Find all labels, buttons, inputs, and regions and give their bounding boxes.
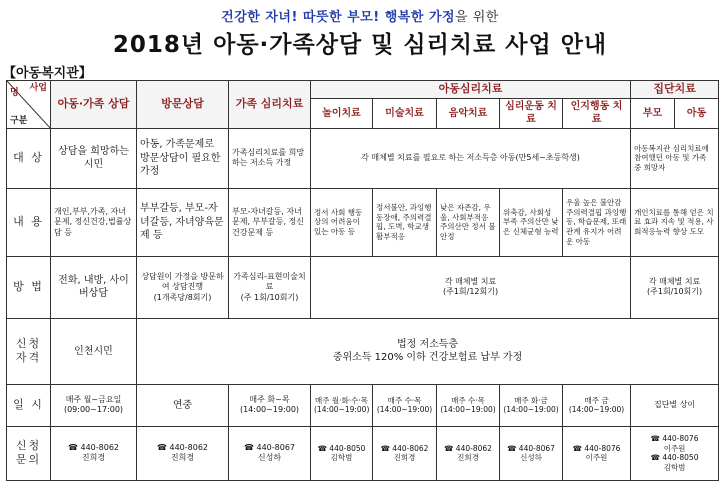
corner-label-name: 명 — [10, 88, 19, 98]
schedule-music-days: 매주 수·목 — [451, 395, 485, 405]
contact-child-family-phone: ☎ 440-8062 — [67, 442, 120, 452]
method-group-detail: (주1회/10회기) — [647, 287, 703, 297]
row-label-eligibility: 신청 자격 — [7, 318, 51, 384]
cell-content-child-family: 개인,부부,가족, 자녀문제, 정신건강,법률상담 등 — [51, 188, 137, 256]
contact-motor-name: 신성하 — [520, 453, 542, 463]
organization-label: 【아동복지관】 — [3, 66, 92, 81]
row-contact — [7, 426, 719, 480]
schedule-art-days: 매주 수·목 — [387, 395, 422, 405]
cell-content-art: 정서불안, 과잉행동장애, 주의력결핍, 도벽, 학교생활부적응 — [373, 188, 437, 256]
schedule-child-family-days: 매주 월~금요일 — [65, 394, 122, 404]
col-header-motor: 심리운동 치료 — [500, 98, 563, 128]
eligibility-line-2: 중위소득 120% 이하 건강보험료 납부 가정 — [332, 352, 523, 364]
cell-schedule-group: 집단별 상이 — [631, 384, 719, 426]
cell-content-motor: 위축감, 사회성 부족 주의산만 낮은 신체균형 능력 — [500, 188, 563, 256]
cell-content-play: 정서 사회 행동상의 어려움이 있는 아동 등 — [311, 188, 373, 256]
subtitle-slogan: 건강한 자녀! 따뜻한 부모! 행복한 가정 — [221, 10, 456, 25]
subtitle-suffix: 을 위한 — [455, 10, 499, 25]
cell-schedule-motor — [500, 384, 563, 426]
cell-schedule-family-psych — [229, 384, 311, 426]
row-label-contact: 신청 문의 — [7, 426, 51, 480]
contact-play-name: 김학범 — [330, 453, 353, 463]
col-header-visit: 방문상담 — [137, 81, 229, 129]
row-content — [7, 188, 719, 256]
schedule-cognitive-time: (14:00~19:00) — [568, 405, 625, 415]
cell-eligibility-common — [137, 318, 719, 384]
row-eligibility — [7, 318, 719, 384]
cell-eligibility-child-family: 인천시민 — [51, 318, 137, 384]
schedule-art-time: (14:00~19:00) — [376, 405, 433, 415]
corner-cell — [7, 81, 51, 129]
method-psych-common-text: 각 매체별 치료 — [444, 276, 497, 286]
contact-family-psych-phone: ☎ 440-8067 — [243, 442, 296, 452]
cell-contact-music — [437, 426, 500, 480]
group-header-group-therapy: 집단치료 — [631, 81, 719, 99]
cell-schedule-art — [373, 384, 437, 426]
schedule-family-psych-time: (14:00~19:00) — [239, 405, 300, 415]
cell-target-child-family: 상담을 희망하는 시민 — [51, 128, 137, 188]
contact-visit-name: 진희경 — [170, 453, 195, 463]
schedule-music-time: (14:00~19:00) — [440, 405, 496, 415]
cell-contact-family-psych — [229, 426, 311, 480]
cell-contact-group — [631, 426, 719, 480]
schedule-motor-time: (14:00~19:00) — [503, 405, 559, 415]
contact-art-name: 진희경 — [393, 453, 416, 463]
contact-group-name-1: 이주원 — [663, 443, 686, 453]
schedule-family-psych-days: 매주 화~목 — [249, 394, 290, 404]
contact-child-family-name: 진희경 — [81, 453, 106, 463]
contact-cognitive-name: 이주원 — [585, 453, 608, 463]
cell-content-music: 낮은 자존감, 우울, 사회부적응 주의산만 정서 불안정 — [437, 188, 500, 256]
schedule-cognitive-days: 매주 금 — [584, 395, 609, 405]
cell-schedule-music — [437, 384, 500, 426]
cell-content-cognitive: 우울 높은 불안감 주의력결핍 과잉행동, 학습문제, 또래관계 유지가 어려운 아동 — [563, 188, 631, 256]
cell-schedule-child-family — [51, 384, 137, 426]
cell-schedule-cognitive — [563, 384, 631, 426]
cell-method-psych-common — [311, 256, 631, 318]
contact-family-psych-name: 신성하 — [257, 453, 282, 463]
cell-schedule-visit: 연중 — [137, 384, 229, 426]
cell-contact-motor — [500, 426, 563, 480]
cell-contact-visit — [137, 426, 229, 480]
method-visit-detail: (1개족당/8회기) — [153, 292, 212, 302]
schedule-play-days: 매주 월·화·수·목 — [314, 395, 368, 405]
col-header-cognitive: 인지행동 치료 — [563, 98, 631, 128]
header-row-1 — [7, 81, 719, 99]
cell-content-family-psych: 부모-자녀갈등, 자녀문제, 부부갈등, 정신건강문제 등 — [229, 188, 311, 256]
contact-music-name: 진희경 — [457, 453, 479, 463]
cell-target-family-psych: 가족심리치료를 희망하는 저소득 가정 — [229, 128, 311, 188]
col-header-music: 음악치료 — [437, 98, 500, 128]
group-header-child-psych: 아동심리치료 — [311, 81, 631, 99]
cell-method-group — [631, 256, 719, 318]
contact-music-phone: ☎ 440-8062 — [444, 443, 492, 453]
cell-target-visit: 아동, 가족문제로 방문상담이 필요한 가정 — [137, 128, 229, 188]
col-header-child: 아동 — [675, 98, 719, 128]
row-label-target: 대 상 — [7, 128, 51, 188]
method-family-psych-detail: (주 1회/10회기) — [240, 292, 299, 302]
row-label-schedule: 일 시 — [7, 384, 51, 426]
cell-method-child-family: 전화, 내방, 사이버상담 — [51, 256, 137, 318]
cell-schedule-play — [311, 384, 373, 426]
cell-method-family-psych — [229, 256, 311, 318]
schedule-play-time: (14:00~19:00) — [314, 405, 370, 415]
contact-visit-phone: ☎ 440-8062 — [156, 442, 209, 452]
cell-contact-art — [373, 426, 437, 480]
cell-contact-cognitive — [563, 426, 631, 480]
row-label-content: 내 용 — [7, 188, 51, 256]
method-family-psych-text: 가족심리-표현미술치료 — [233, 271, 306, 292]
schedule-motor-days: 매주 화·금 — [514, 395, 548, 405]
contact-group-phone-1: ☎ 440-8076 — [650, 433, 699, 443]
subtitle — [0, 6, 720, 25]
col-header-child-family: 아동·가족 상담 — [51, 81, 137, 129]
row-method — [7, 256, 719, 318]
col-header-art: 미술치료 — [373, 98, 437, 128]
method-visit-text: 상담원이 가정을 방문하여 상담진행 — [141, 271, 224, 292]
contact-motor-phone: ☎ 440-8067 — [507, 443, 555, 453]
col-header-play: 놀이치료 — [311, 98, 373, 128]
row-label-method: 방 법 — [7, 256, 51, 318]
cell-contact-child-family — [51, 426, 137, 480]
row-target — [7, 128, 719, 188]
cell-method-visit — [137, 256, 229, 318]
contact-group-phone-2: ☎ 440-8050 — [650, 453, 699, 463]
method-group-text: 각 매체별 치료 — [648, 276, 701, 286]
cell-target-psych-common: 각 매체별 치료를 필요로 하는 저소득층 아동(만5세~초등학생) — [311, 128, 631, 188]
cell-target-group: 아동복지관 심리치료에 참여했던 아동 및 가족 중 희망자 — [631, 128, 719, 188]
method-psych-common-detail: (주1회/12회기) — [442, 287, 499, 297]
cell-content-group: 개인치료를 통해 얻은 치료 효과 지속 및 적용, 사회적응능력 향상 도모 — [631, 188, 719, 256]
cell-contact-play — [311, 426, 373, 480]
row-schedule — [7, 384, 719, 426]
col-header-parent: 부모 — [631, 98, 675, 128]
contact-group-name-2: 김학범 — [663, 463, 686, 473]
program-table — [6, 80, 719, 481]
page-title: 2018년 아동·가족상담 및 심리치료 사업 안내 — [112, 32, 608, 58]
cell-content-visit: 부부갈등, 부모-자녀갈등, 자녀양육문제 등 — [137, 188, 229, 256]
corner-label-category: 구분 — [10, 115, 28, 126]
contact-play-phone: ☎ 440-8050 — [317, 443, 366, 453]
corner-label-business: 사업 — [29, 83, 47, 93]
contact-art-phone: ☎ 440-8062 — [380, 443, 429, 453]
col-header-family-psych: 가족 심리치료 — [229, 81, 311, 129]
schedule-child-family-time: (09:00~17:00) — [63, 405, 124, 415]
contact-cognitive-phone: ☎ 440-8076 — [572, 443, 621, 453]
eligibility-line-1: 법정 저소득층 — [396, 338, 459, 350]
